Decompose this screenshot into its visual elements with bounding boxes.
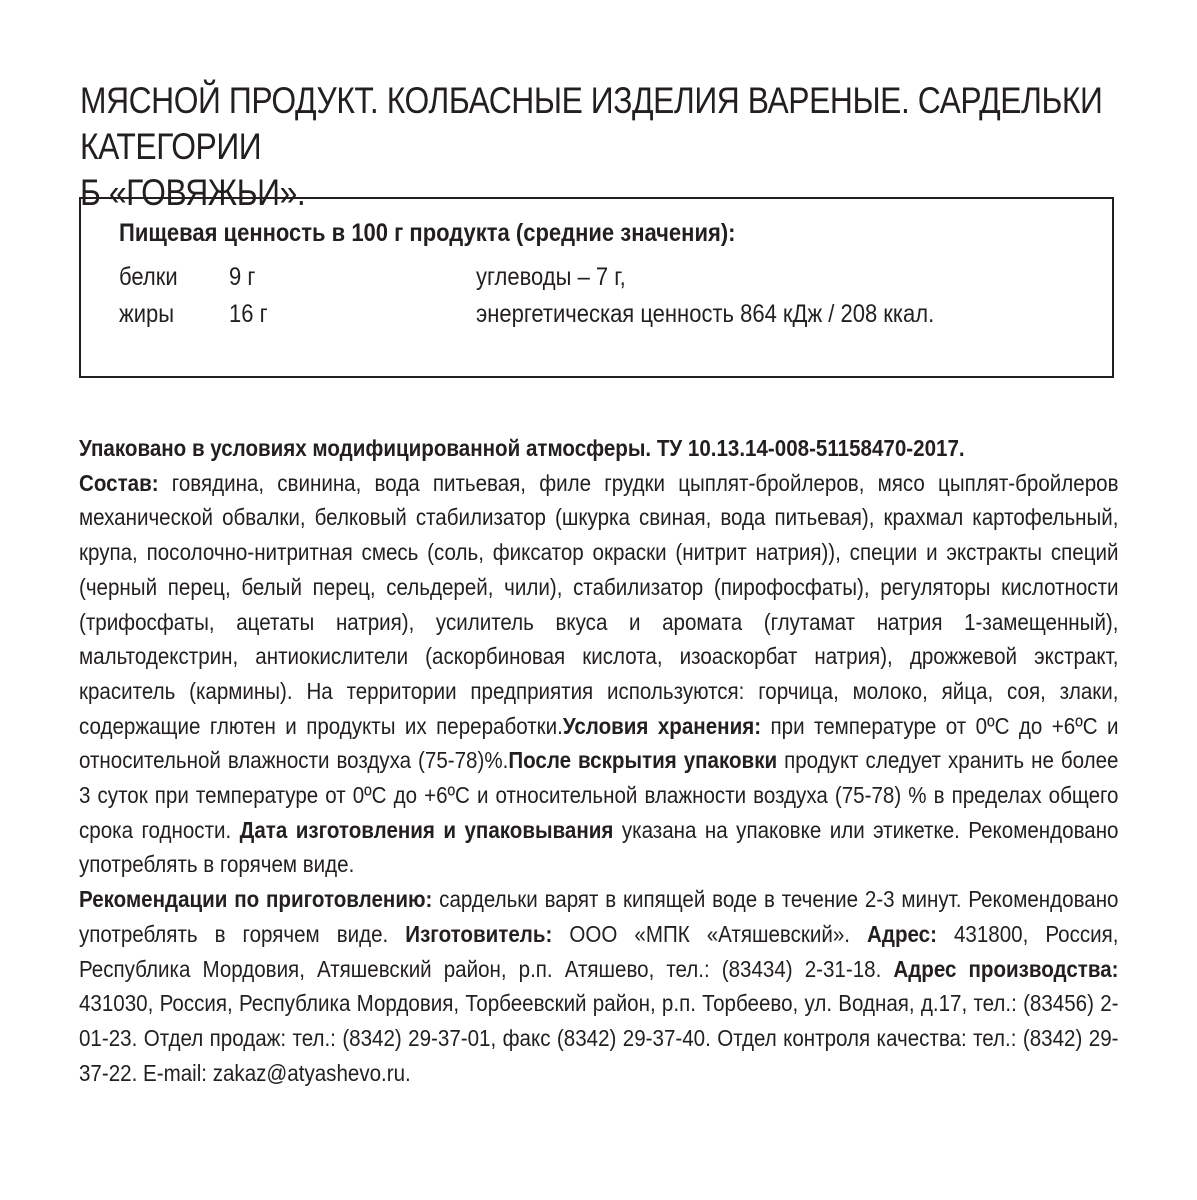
- product-details-text: [79, 431, 1119, 1090]
- after-opening-label: После вскрытия упаковки: [508, 747, 778, 774]
- carbohydrates-value: углеводы – 7 г,: [476, 263, 626, 291]
- production-date-text: указана на упаковке или этикетке. Рекомендовано употреблять в горячем виде.: [79, 816, 1119, 878]
- manufacturer-label: Изготовитель:: [405, 920, 553, 947]
- storage-label: Условия хранения:: [562, 712, 762, 739]
- protein-label: белки: [119, 263, 178, 291]
- energy-value: энергетическая ценность 864 кДж / 208 ккал.: [476, 300, 935, 328]
- product-title-line-2: Б «ГОВЯЖЬИ».: [80, 172, 306, 213]
- manufacturer-text: ООО «МПК «Атяшевский».: [552, 920, 868, 947]
- packaging-info: Упаковано в условиях модифицированной атмосферы. ТУ 10.13.14-008-51158470-2017.: [79, 435, 965, 461]
- composition-text: говядина, свинина, вода питьевая, филе грудки цыплят-бройлеров, мясо цыплят-бройлеров механической обвалки, белковый стабилизатор (шкурка свиная, вода питьевая), крахмал картофельный, крупа, посолочно-нитритная смесь (соль, фиксатор окраски (нитрит натрия)), специи и экстракты специй (черный перец, белый перец, сельдерей, чили), стабилизатор (пирофосфаты), регуляторы кислотности (трифосфаты, ацетаты натрия), усилитель вкуса и аромата (глутамат натрия 1-замещенный), мальтодекстрин, антиокислители (аскорбиновая кислота, изоаскорбат натрия), дрожжевой экстракт, краситель (кармины). На территории предприятия используются: горчица, молоко, яйца, соя, злаки, содержащие глютен и продукты их переработки.: [79, 469, 1119, 739]
- product-title: [80, 78, 1121, 216]
- address-label: Адрес:: [867, 920, 937, 947]
- fat-label: жиры: [119, 300, 175, 328]
- composition-label: Состав:: [79, 469, 159, 496]
- nutrition-heading: Пищевая ценность в 100 г продукта (средние значения):: [119, 219, 736, 247]
- protein-value: 9 г: [229, 263, 256, 291]
- product-title-line-1: МЯСНОЙ ПРОДУКТ. КОЛБАСНЫЕ ИЗДЕЛИЯ ВАРЕНЫЕ. САРДЕЛЬКИ КАТЕГОРИИ: [80, 80, 1103, 167]
- production-date-label: Дата изготовления и упаковывания: [239, 816, 614, 843]
- fat-value: 16 г: [229, 300, 268, 328]
- cooking-label: Рекомендации по приготовлению:: [79, 886, 433, 913]
- cooking-text: сардельки варят в кипящей воде в течение 2-3 минут. Рекомендовано употреблять в горячем виде.: [79, 886, 1119, 947]
- storage-text: при температуре от 0ºС до +6ºС и относительной влажности воздуха (75-78)%.: [79, 712, 1119, 774]
- address-text: 431800, Россия, Республика Мордовия, Атяшевский район, р.п. Атяшево, тел.: (83434) 2-31-18.: [79, 920, 1119, 982]
- after-opening-text: продукт следует хранить не более 3 суток при температуре от 0ºС до +6ºС и относительной влажности воздуха (75-78) % в пределах общего срока годности.: [79, 747, 1119, 843]
- production-address-text: 431030, Россия, Республика Мордовия, Торбеевский район, р.п. Торбеево, ул. Водная, д.17, тел.: (83456) 2-01-23. Отдел продаж: тел.: (8342) 29-37-01, факс (8342) 29-37-40. Отдел контроля качества: тел.: (8342) 29-37-22. E-mail: zakaz@atyashevo.ru.: [79, 990, 1119, 1086]
- nutrition-facts-box: [79, 197, 1114, 378]
- production-address-label: Адрес производства:: [893, 955, 1119, 982]
